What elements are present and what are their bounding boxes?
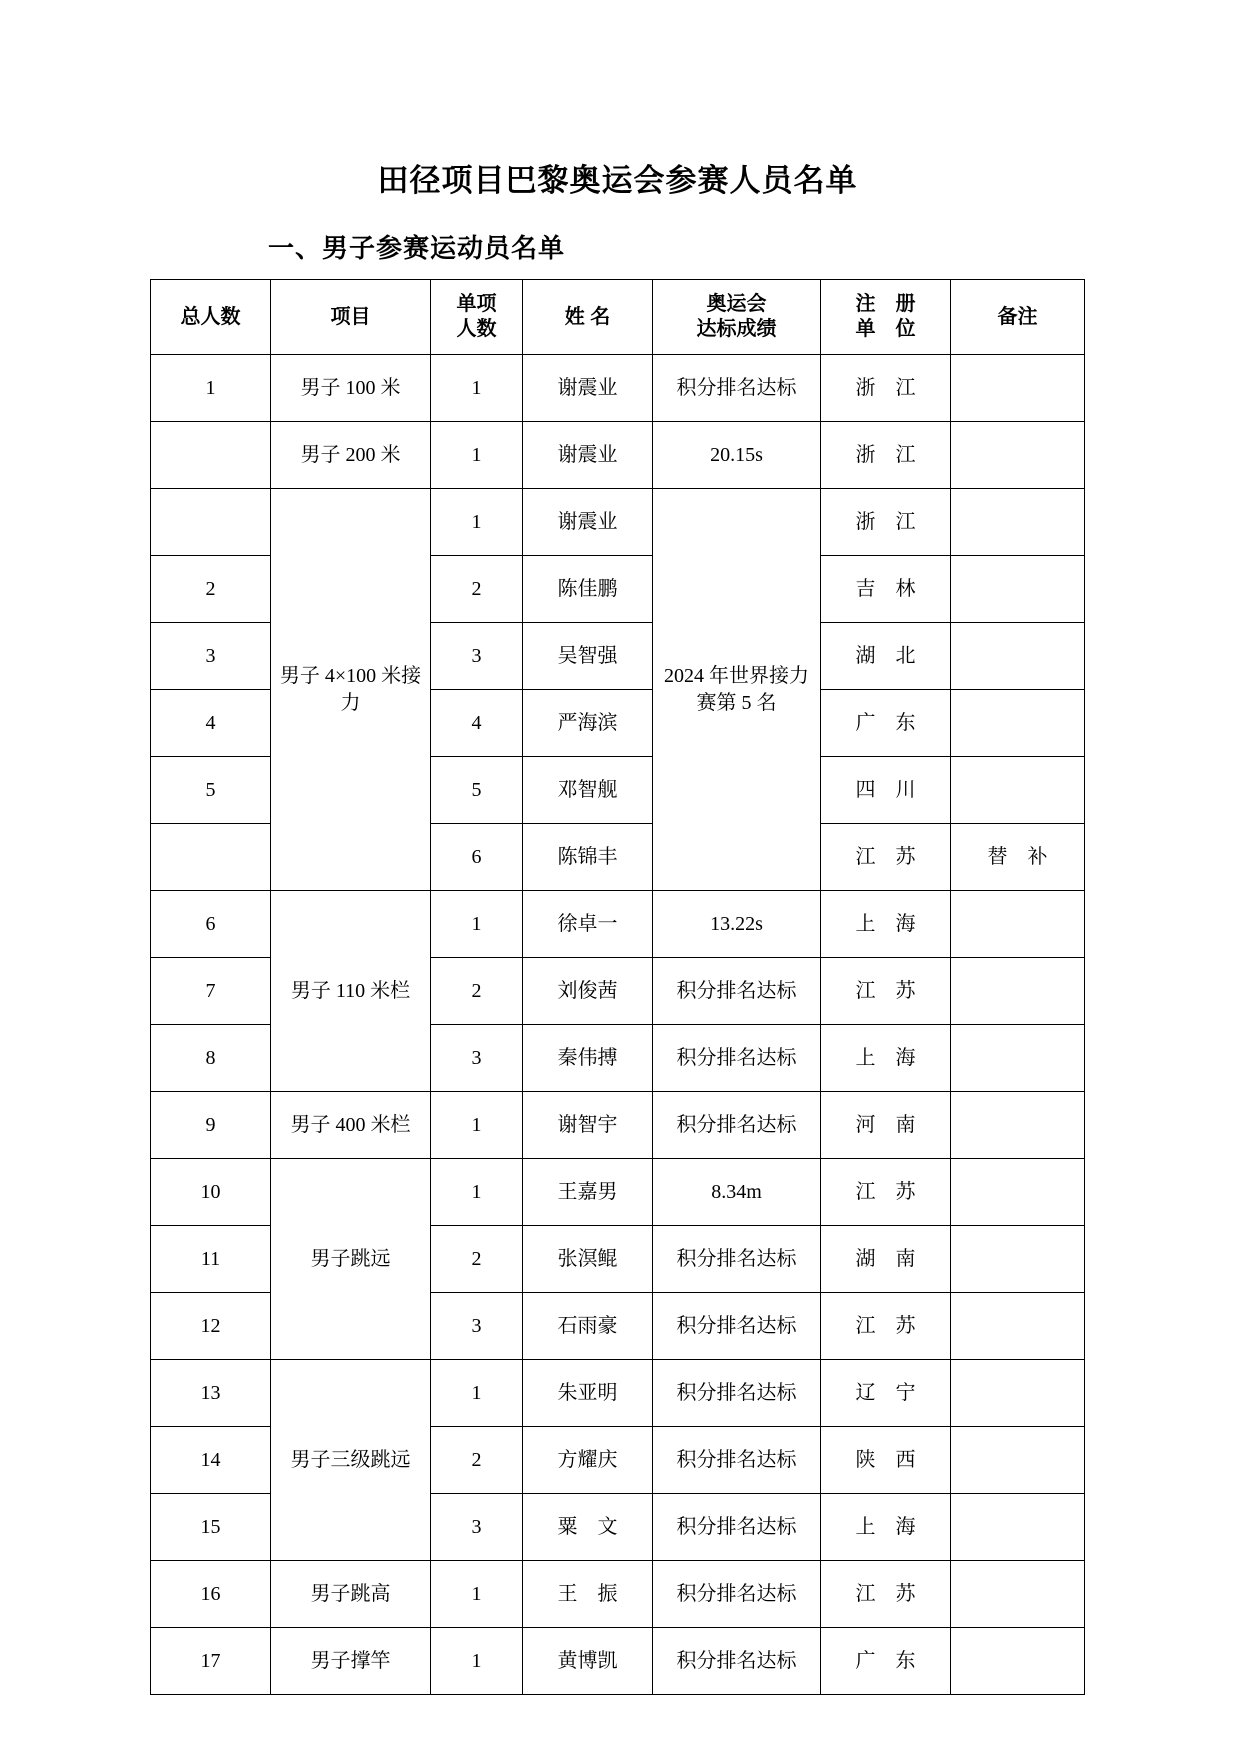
cell-note — [951, 623, 1085, 690]
table-row — [151, 1360, 1085, 1427]
cell-note — [951, 1226, 1085, 1293]
cell-qualifying-score: 积分排名达标 — [653, 1494, 821, 1561]
cell-total-count: 7 — [151, 958, 271, 1025]
column-header-name: 姓 名 — [523, 280, 653, 355]
cell-total-count: 2 — [151, 556, 271, 623]
column-header-event-count — [431, 280, 523, 355]
cell-event: 男子 200 米 — [271, 422, 431, 489]
cell-event: 男子跳远 — [271, 1159, 431, 1360]
cell-athlete-name: 严海滨 — [523, 690, 653, 757]
table-body — [151, 355, 1085, 1695]
cell-qualifying-score: 积分排名达标 — [653, 1025, 821, 1092]
cell-registration-unit: 上 海 — [821, 891, 951, 958]
cell-event-count: 1 — [431, 422, 523, 489]
cell-note — [951, 1159, 1085, 1226]
section-title: 一、男子参赛运动员名单 — [268, 233, 566, 263]
cell-total-count — [151, 489, 271, 556]
cell-registration-unit: 浙 江 — [821, 422, 951, 489]
cell-athlete-name: 粟 文 — [523, 1494, 653, 1561]
cell-note — [951, 489, 1085, 556]
cell-event: 男子 4×100 米接力 — [271, 489, 431, 891]
column-header-event: 项目 — [271, 280, 431, 355]
cell-event-count: 1 — [431, 1628, 523, 1695]
cell-event-count: 1 — [431, 1561, 523, 1628]
cell-note — [951, 1360, 1085, 1427]
cell-event-count: 3 — [431, 1293, 523, 1360]
column-header-unit-line1: 注 册 — [855, 293, 916, 315]
cell-qualifying-score: 20.15s — [653, 422, 821, 489]
cell-total-count: 15 — [151, 1494, 271, 1561]
cell-total-count — [151, 422, 271, 489]
cell-qualifying-score: 13.22s — [653, 891, 821, 958]
cell-registration-unit: 广 东 — [821, 690, 951, 757]
cell-event: 男子 110 米栏 — [271, 891, 431, 1092]
cell-qualifying-score: 积分排名达标 — [653, 1628, 821, 1695]
cell-registration-unit: 江 苏 — [821, 824, 951, 891]
cell-event-count: 6 — [431, 824, 523, 891]
table-row — [151, 355, 1085, 422]
cell-registration-unit: 浙 江 — [821, 355, 951, 422]
cell-total-count: 14 — [151, 1427, 271, 1494]
cell-event-count: 2 — [431, 1226, 523, 1293]
cell-note — [951, 1561, 1085, 1628]
cell-event-count: 1 — [431, 891, 523, 958]
cell-registration-unit: 江 苏 — [821, 1159, 951, 1226]
cell-event-count: 4 — [431, 690, 523, 757]
cell-qualifying-score: 积分排名达标 — [653, 1427, 821, 1494]
cell-registration-unit: 浙 江 — [821, 489, 951, 556]
cell-registration-unit: 河 南 — [821, 1092, 951, 1159]
cell-registration-unit: 四 川 — [821, 757, 951, 824]
cell-athlete-name: 朱亚明 — [523, 1360, 653, 1427]
cell-registration-unit: 上 海 — [821, 1494, 951, 1561]
column-header-event-count-line2: 人数 — [456, 318, 497, 340]
cell-registration-unit: 辽 宁 — [821, 1360, 951, 1427]
cell-qualifying-score: 积分排名达标 — [653, 1226, 821, 1293]
cell-note — [951, 1025, 1085, 1092]
cell-event-count: 2 — [431, 1427, 523, 1494]
cell-qualifying-score: 积分排名达标 — [653, 355, 821, 422]
cell-total-count: 3 — [151, 623, 271, 690]
cell-total-count: 10 — [151, 1159, 271, 1226]
cell-registration-unit: 上 海 — [821, 1025, 951, 1092]
cell-athlete-name: 谢震业 — [523, 422, 653, 489]
cell-note — [951, 1293, 1085, 1360]
column-header-note: 备注 — [951, 280, 1085, 355]
cell-note — [951, 1092, 1085, 1159]
cell-athlete-name: 徐卓一 — [523, 891, 653, 958]
cell-athlete-name: 陈佳鹏 — [523, 556, 653, 623]
cell-athlete-name: 谢震业 — [523, 489, 653, 556]
cell-registration-unit: 广 东 — [821, 1628, 951, 1695]
table-row — [151, 1561, 1085, 1628]
table-row — [151, 422, 1085, 489]
column-header-event-count-line1: 单项 — [456, 293, 497, 315]
cell-total-count: 16 — [151, 1561, 271, 1628]
cell-registration-unit: 江 苏 — [821, 1561, 951, 1628]
cell-event: 男子撑竿 — [271, 1628, 431, 1695]
cell-event-count: 1 — [431, 489, 523, 556]
table-row — [151, 1159, 1085, 1226]
cell-total-count: 5 — [151, 757, 271, 824]
table-row — [151, 891, 1085, 958]
cell-event: 男子 100 米 — [271, 355, 431, 422]
cell-qualifying-score: 2024 年世界接力赛第 5 名 — [653, 489, 821, 891]
cell-athlete-name: 吴智强 — [523, 623, 653, 690]
cell-note — [951, 355, 1085, 422]
cell-event-count: 1 — [431, 1159, 523, 1226]
cell-athlete-name: 石雨豪 — [523, 1293, 653, 1360]
cell-note — [951, 757, 1085, 824]
cell-registration-unit: 湖 北 — [821, 623, 951, 690]
cell-event-count: 1 — [431, 355, 523, 422]
cell-athlete-name: 张溟鲲 — [523, 1226, 653, 1293]
cell-event-count: 2 — [431, 958, 523, 1025]
cell-note — [951, 1628, 1085, 1695]
cell-event-count: 3 — [431, 1494, 523, 1561]
cell-note — [951, 891, 1085, 958]
cell-total-count: 13 — [151, 1360, 271, 1427]
cell-total-count: 6 — [151, 891, 271, 958]
cell-total-count: 11 — [151, 1226, 271, 1293]
cell-athlete-name: 王嘉男 — [523, 1159, 653, 1226]
cell-total-count: 4 — [151, 690, 271, 757]
cell-athlete-name: 方耀庆 — [523, 1427, 653, 1494]
page-title: 田径项目巴黎奥运会参赛人员名单 — [377, 163, 858, 198]
cell-qualifying-score: 积分排名达标 — [653, 958, 821, 1025]
table-row — [151, 1628, 1085, 1695]
cell-qualifying-score: 8.34m — [653, 1159, 821, 1226]
cell-event: 男子跳高 — [271, 1561, 431, 1628]
cell-total-count: 1 — [151, 355, 271, 422]
cell-event-count: 2 — [431, 556, 523, 623]
column-header-unit-line2: 单 位 — [855, 318, 916, 340]
cell-registration-unit: 湖 南 — [821, 1226, 951, 1293]
cell-event-count: 3 — [431, 1025, 523, 1092]
cell-note — [951, 556, 1085, 623]
table-header-row — [151, 280, 1085, 355]
cell-total-count: 8 — [151, 1025, 271, 1092]
column-header-score-line2: 达标成绩 — [696, 318, 777, 340]
cell-note: 替 补 — [951, 824, 1085, 891]
cell-note — [951, 1494, 1085, 1561]
cell-registration-unit: 吉 林 — [821, 556, 951, 623]
cell-event-count: 1 — [431, 1092, 523, 1159]
cell-qualifying-score: 积分排名达标 — [653, 1092, 821, 1159]
cell-athlete-name: 谢震业 — [523, 355, 653, 422]
cell-note — [951, 1427, 1085, 1494]
cell-athlete-name: 王 振 — [523, 1561, 653, 1628]
column-header-score — [653, 280, 821, 355]
column-header-score-line1: 奥运会 — [706, 293, 767, 315]
cell-registration-unit: 江 苏 — [821, 1293, 951, 1360]
cell-event: 男子 400 米栏 — [271, 1092, 431, 1159]
cell-note — [951, 690, 1085, 757]
athlete-roster-table — [150, 279, 1085, 1695]
cell-athlete-name: 黄博凯 — [523, 1628, 653, 1695]
cell-qualifying-score: 积分排名达标 — [653, 1360, 821, 1427]
cell-total-count: 9 — [151, 1092, 271, 1159]
cell-note — [951, 422, 1085, 489]
cell-note — [951, 958, 1085, 1025]
cell-athlete-name: 刘俊茜 — [523, 958, 653, 1025]
table-row — [151, 1092, 1085, 1159]
column-header-unit — [821, 280, 951, 355]
cell-total-count — [151, 824, 271, 891]
table-row — [151, 489, 1085, 556]
column-header-total: 总人数 — [151, 280, 271, 355]
cell-athlete-name: 邓智舰 — [523, 757, 653, 824]
cell-total-count: 12 — [151, 1293, 271, 1360]
cell-athlete-name: 谢智宇 — [523, 1092, 653, 1159]
cell-athlete-name: 秦伟搏 — [523, 1025, 653, 1092]
cell-qualifying-score: 积分排名达标 — [653, 1561, 821, 1628]
cell-registration-unit: 江 苏 — [821, 958, 951, 1025]
cell-total-count: 17 — [151, 1628, 271, 1695]
cell-athlete-name: 陈锦丰 — [523, 824, 653, 891]
cell-event-count: 5 — [431, 757, 523, 824]
cell-registration-unit: 陕 西 — [821, 1427, 951, 1494]
cell-event-count: 3 — [431, 623, 523, 690]
cell-qualifying-score: 积分排名达标 — [653, 1293, 821, 1360]
cell-event: 男子三级跳远 — [271, 1360, 431, 1561]
cell-event-count: 1 — [431, 1360, 523, 1427]
